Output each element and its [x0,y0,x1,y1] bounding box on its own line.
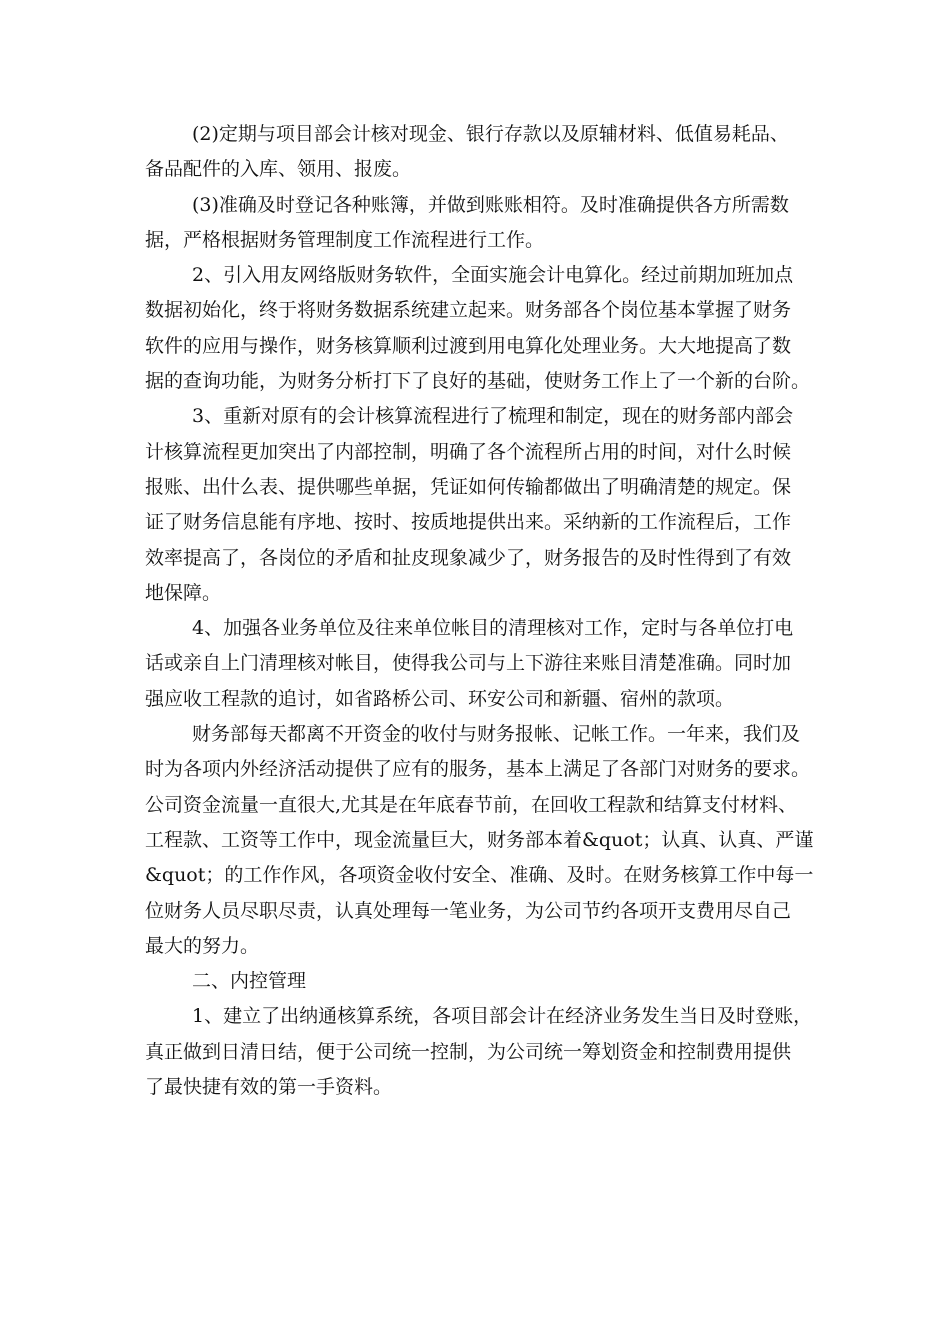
paragraph-cashier-system [145,999,813,1105]
text-line: 地保障。 [145,581,222,604]
section-heading-internal-control [145,964,805,999]
text-line: 3、重新对原有的会计核算流程进行了梳理和制定，现在的财务部内部会 [192,405,794,428]
paragraph-register-books [145,188,805,259]
paragraph-reconcile-cash [145,117,805,188]
text-line: 证了财务信息能有序地、按时、按质地提供出来。采纳新的工作流程后，工作 [145,511,792,534]
text-line: 工程款、工资等工作中，现金流量巨大，财务部本着&quot；认真、认真、严谨 [145,828,814,851]
text-line: (2)定期与项目部会计核对现金、银行存款以及原辅材料、低值易耗品、 [192,123,789,145]
text-line: 1、建立了出纳通核算系统，各项目部会计在经济业务发生当日及时登账， [192,1005,813,1028]
text-line: (3)准确及时登记各种账簿，并做到账账相符。及时准确提供各方所需数 [192,193,789,216]
paragraph-finance-software [145,258,811,399]
paragraph-daily-finance-work [145,717,814,964]
text-line: 据，严格根据财务管理制度工作流程进行工作。 [145,228,545,251]
text-line: 财务部每天都离不开资金的收付与财务报帐、记帐工作。一年来，我们及 [192,723,801,746]
text-line: 真正做到日清日结，便于公司统一控制，为公司统一筹划资金和控制费用提供 [145,1040,792,1063]
text-line: 备品配件的入库、领用、报废。 [145,158,412,181]
text-line: 位财务人员尽职尽责，认真处理每一笔业务，为公司节约各项开支费用尽自己 [145,899,792,922]
text-line: 2、引入用友网络版财务软件，全面实施会计电算化。经过前期加班加点 [192,264,794,287]
text-line: 话或亲自上门清理核对帐目，使得我公司与上下游往来账目清楚准确。同时加 [145,652,792,675]
text-line: &quot；的工作作风，各项资金收付安全、准确、及时。在财务核算工作中每一 [145,864,814,887]
text-line: 时为各项内外经济活动提供了应有的服务，基本上满足了各部门对财务的要求。 [145,758,811,781]
text-line: 数据初始化，终于将财务数据系统建立起来。财务部各个岗位基本掌握了财务 [145,299,792,322]
document-body [145,117,814,1105]
text-line: 4、加强各业务单位及往来单位帐目的清理核对工作，定时与各单位打电 [192,617,794,640]
text-line: 软件的应用与操作，财务核算顺利过渡到用电算化处理业务。大大地提高了数 [145,334,792,357]
section-heading: 二、内控管理 [192,970,307,993]
text-line: 公司资金流量一直很大,尤其是在年底春节前，在回收工程款和结算支付材料、 [145,793,798,816]
text-line: 了最快捷有效的第一手资料。 [145,1076,393,1099]
paragraph-accounting-process [145,399,805,611]
text-line: 最大的努力。 [145,934,260,957]
paragraph-account-cleanup [145,611,805,717]
text-line: 计核算流程更加突出了内部控制，明确了各个流程所占用的时间，对什么时候 [145,440,792,463]
text-line: 效率提高了，各岗位的矛盾和扯皮现象减少了，财务报告的及时性得到了有效 [145,546,792,569]
text-line: 报账、出什么表、提供哪些单据，凭证如何传输都做出了明确清楚的规定。保 [145,475,792,498]
text-line: 强应收工程款的追讨，如省路桥公司、环安公司和新疆、宿州的款项。 [145,687,735,710]
text-line: 据的查询功能，为财务分析打下了良好的基础，使财务工作上了一个新的台阶。 [145,370,811,393]
